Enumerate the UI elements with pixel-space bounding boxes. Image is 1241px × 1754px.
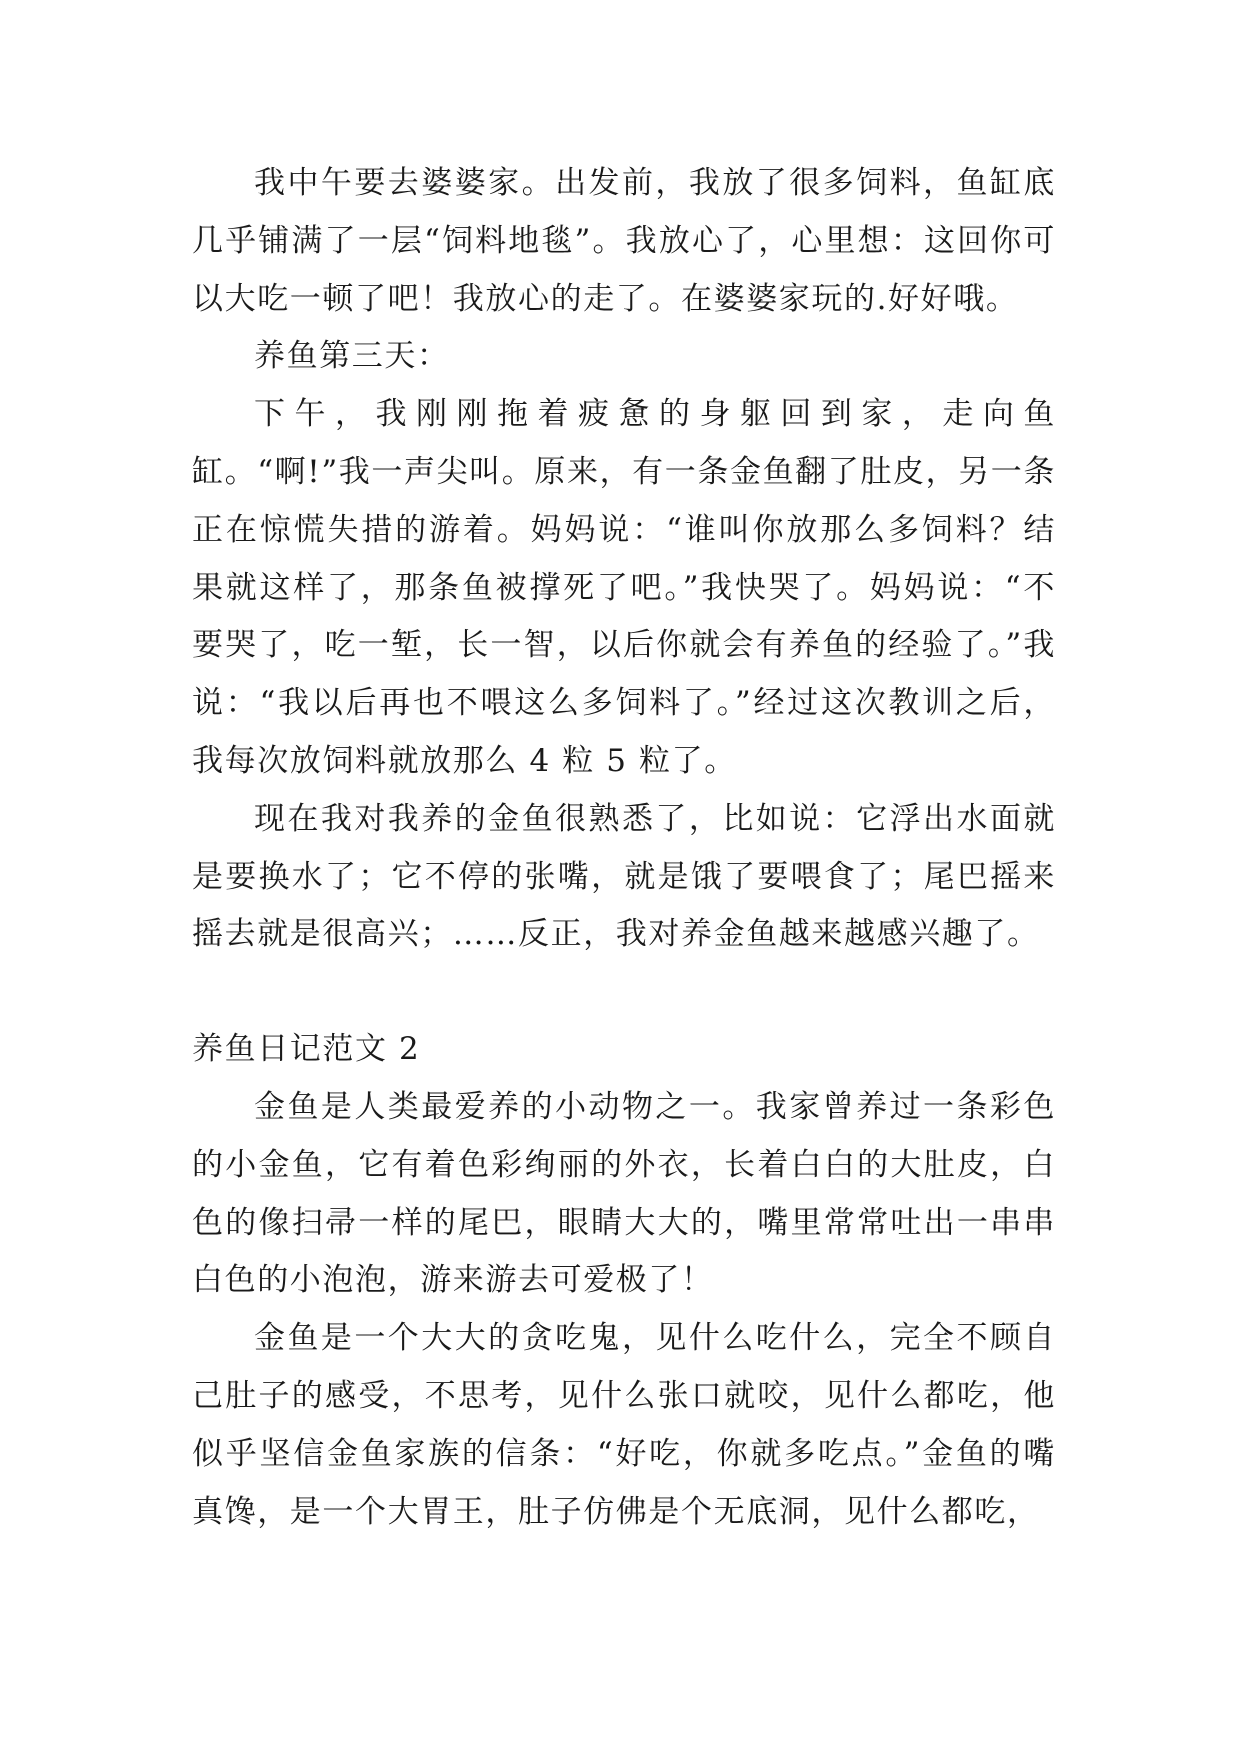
paragraph-familiar-with-fish: 现在我对我养的金鱼很熟悉了，比如说：它浮出水面就是要换水了；它不停的张嘴，就是饿了要喂食了；尾巴摇来摇去就是很高兴；……反正，我对养金鱼越来越感兴趣了。 [192, 800, 1056, 953]
paragraph-goldfish-greedy: 金鱼是一个大大的贪吃鬼，见什么吃什么，完全不顾自己肚子的感受，不思考，见什么张口就咬，见什么都吃，他似乎坚信金鱼家族的信条：“好吃，你就多吃点。”金鱼的嘴真馋，是一个大胃王，肚子仿佛是个无底洞，见什么都吃， [192, 1320, 1056, 1530]
document-body [192, 155, 1056, 1541]
section-title: 养鱼日记范文 2 [192, 1031, 421, 1068]
paragraph-fish-died: 下午，我刚刚拖着疲惫的身躯回到家，走向鱼缸。“啊!”我一声尖叫。原来，有一条金鱼翻了肚皮，另一条正在惊慌失措的游着。妈妈说：“谁叫你放那么多饲料？结果就这样了，那条鱼被撑死了吧。”我快哭了。妈妈说：“不要哭了，吃一堑，长一智，以后你就会有养鱼的经验了。”我说：“我以后再也不喂这么多饲料了。”经过这次教训之后，我每次放饲料就放那么 4 粒 5 粒了。 [192, 396, 1056, 779]
day-three-heading: 养鱼第三天： [254, 338, 450, 375]
paragraph-goldfish-description: 金鱼是人类最爱养的小动物之一。我家曾养过一条彩色的小金鱼，它有着色彩绚丽的外衣，长着白白的大肚皮，白色的像扫帚一样的尾巴，眼睛大大的，嘴里常常吐出一串串白色的小泡泡，游来游去可爱极了！ [192, 1088, 1056, 1299]
paragraph-trip-to-grandma: 我中午要去婆婆家。出发前，我放了很多饲料，鱼缸底几乎铺满了一层“饲料地毯”。我放心了，心里想：这回你可以大吃一顿了吧！我放心的走了。在婆婆家玩的.好好哦。 [192, 165, 1056, 317]
